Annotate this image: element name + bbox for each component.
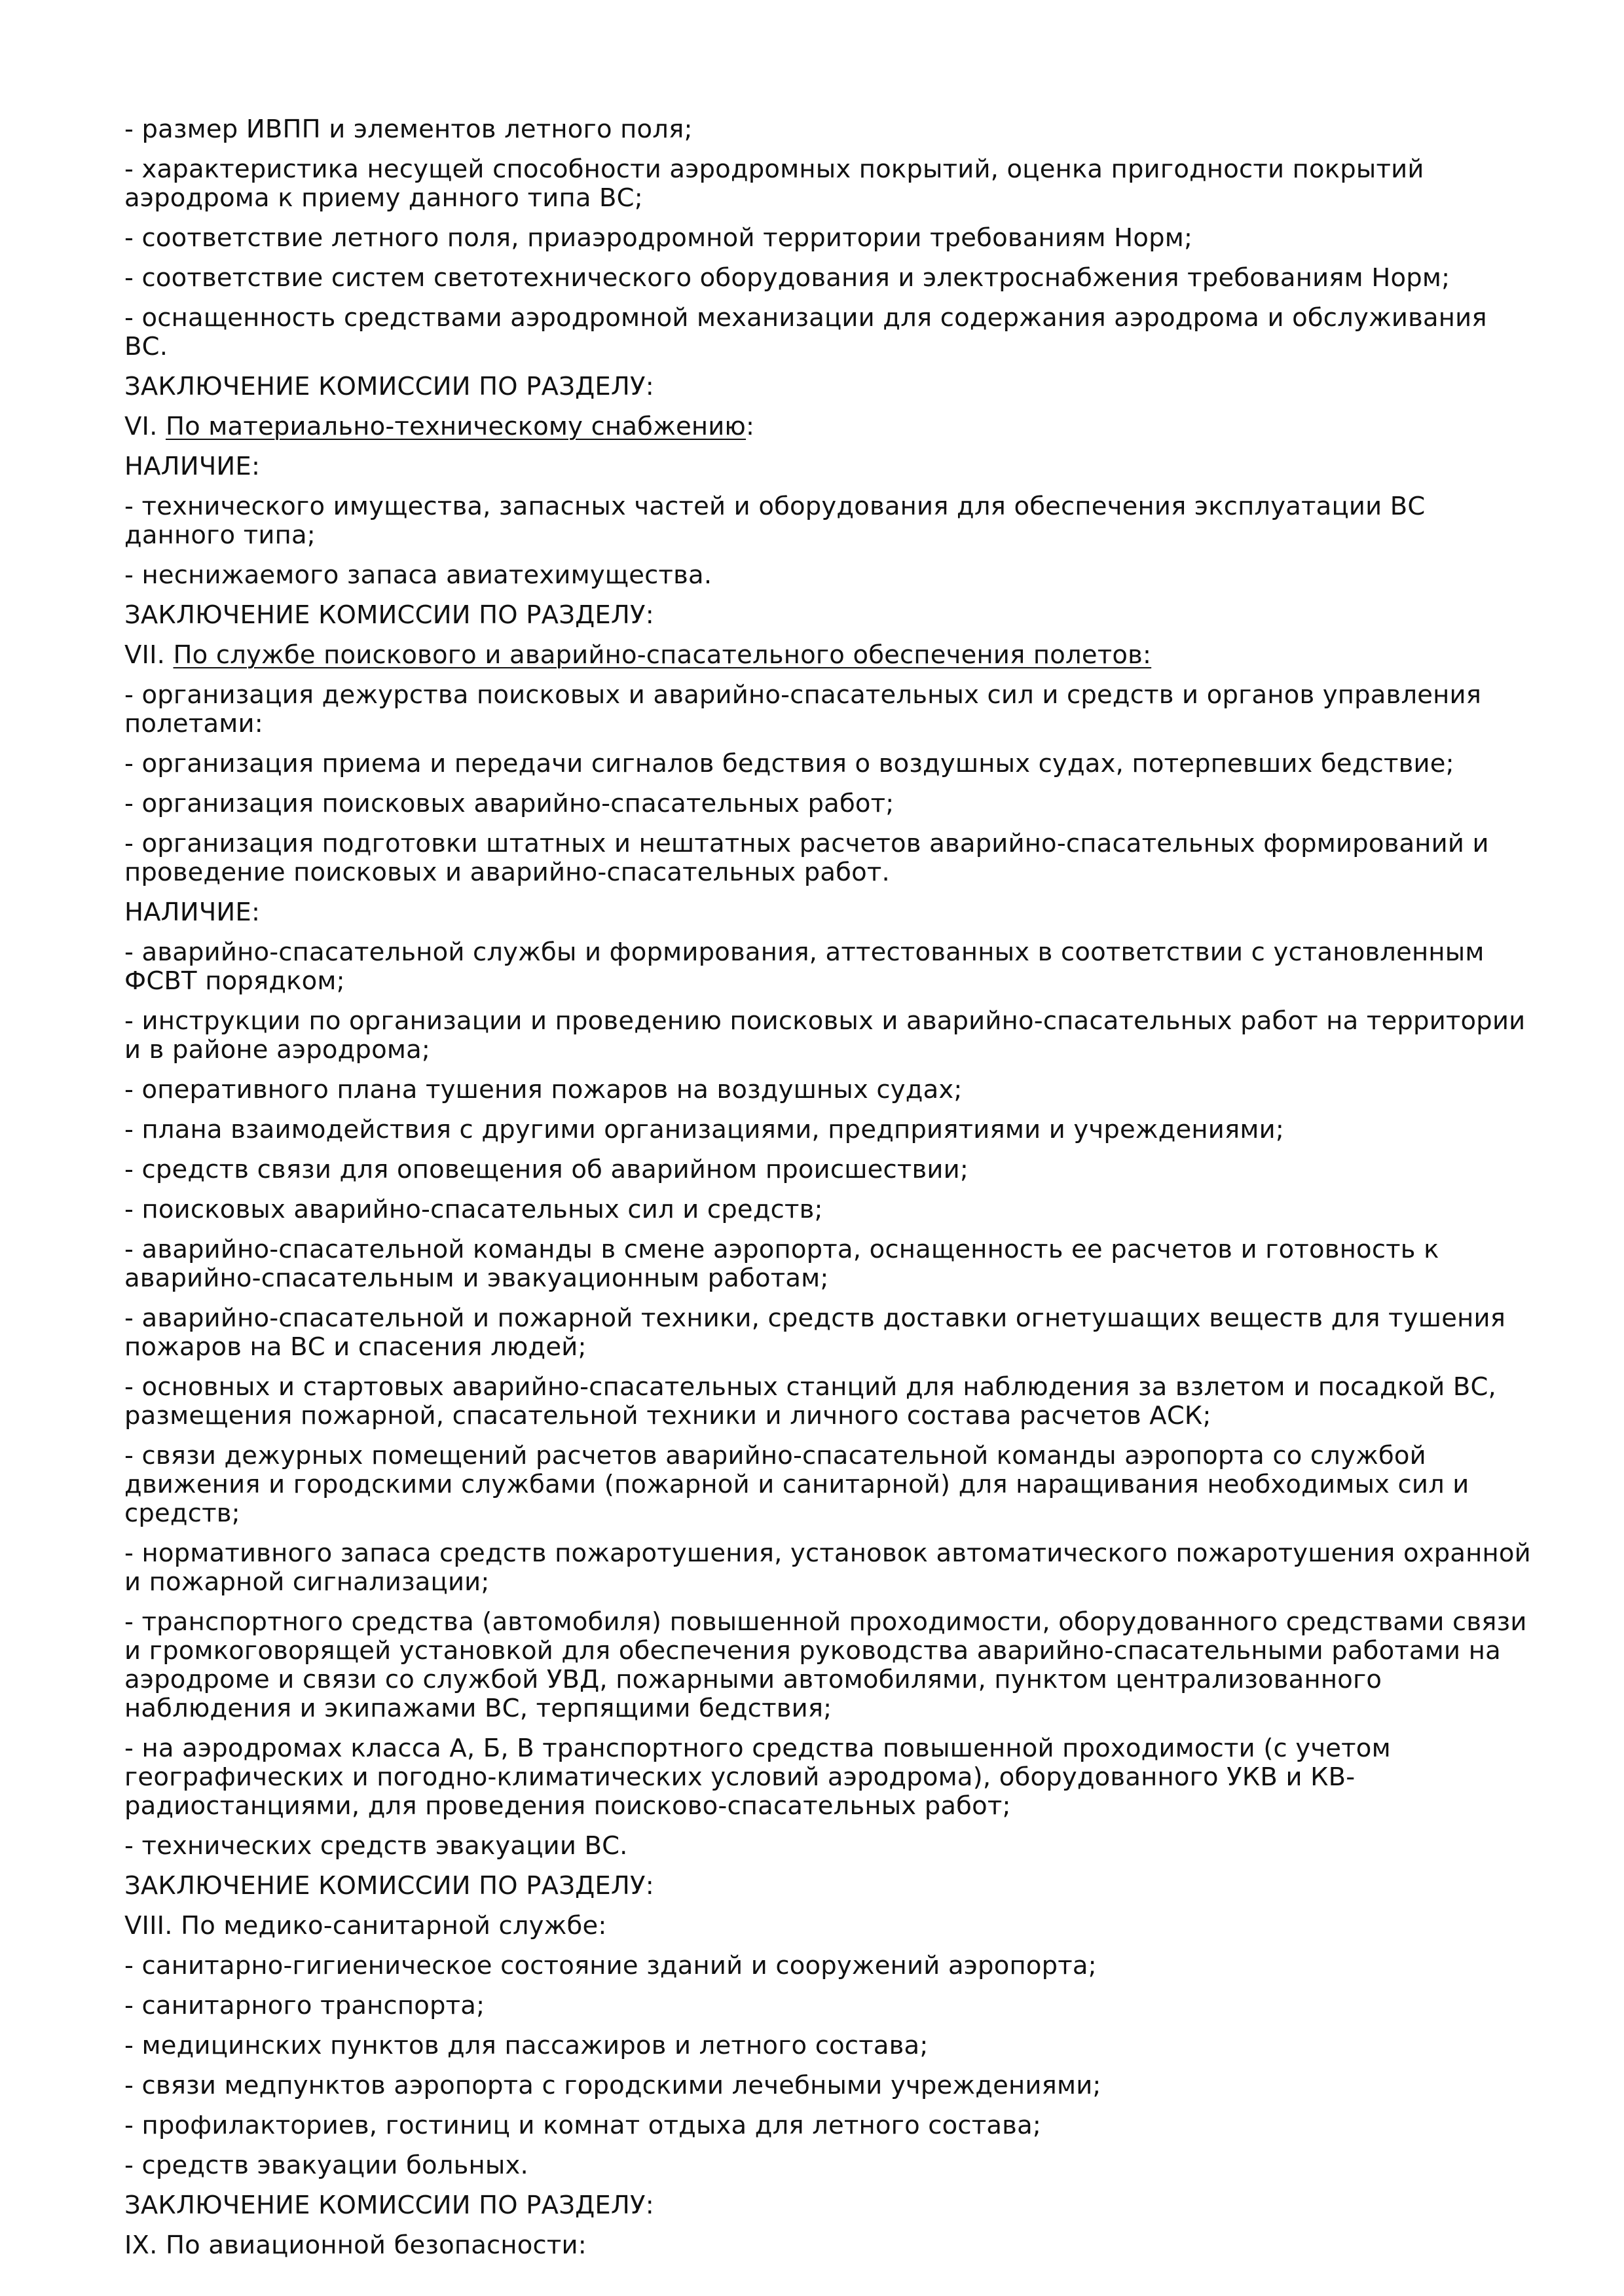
- line-text: - аварийно-спасательной службы и формирования, аттестованных в соответствии с установленным ФСВТ порядком;: [124, 938, 1485, 996]
- document-line: [124, 2151, 1532, 2180]
- line-text: - санитарного транспорта;: [124, 1991, 485, 2020]
- line-text: - поисковых аварийно-спасательных сил и средств;: [124, 1195, 823, 1224]
- document-line: [124, 1076, 1532, 1104]
- line-text: - медицинских пунктов для пассажиров и летного состава;: [124, 2031, 929, 2060]
- line-text: - аварийно-спасательной и пожарной техники, средств доставки огнетушащих веществ для тушения пожаров на ВС и спасения людей;: [124, 1303, 1506, 1362]
- line-text: - оснащенность средствами аэродромной механизации для содержания аэродрома и обслуживания ВС.: [124, 303, 1487, 361]
- section-heading-underlined: По службе поискового и аварийно-спасательного обеспечения полетов:: [173, 640, 1152, 670]
- document-line: [124, 1235, 1532, 1293]
- document-line: [124, 829, 1532, 887]
- line-text: - технических средств эвакуации ВС.: [124, 1831, 628, 1861]
- document-line: [124, 1007, 1532, 1065]
- line-text: - плана взаимодействия с другими организациями, предприятиями и учреждениями;: [124, 1115, 1285, 1144]
- document-line: [124, 2071, 1532, 2100]
- document-line: [124, 412, 1532, 441]
- document-line: [124, 898, 1532, 927]
- document-line: [124, 938, 1532, 996]
- line-text: - аварийно-спасательной команды в смене аэропорта, оснащенность ее расчетов и готовность к аварийно-спасательным и эвакуационным работам;: [124, 1235, 1439, 1293]
- line-text: ЗАКЛЮЧЕНИЕ КОМИССИИ ПО РАЗДЕЛУ:: [124, 2191, 654, 2220]
- document-line: [124, 452, 1532, 481]
- line-text: VIII. По медико-санитарной службе:: [124, 1911, 607, 1941]
- line-text: - организация поисковых аварийно-спасательных работ;: [124, 789, 895, 818]
- line-text: - организация дежурства поисковых и аварийно-спасательных сил и средств и органов управления полетами:: [124, 680, 1482, 738]
- line-text: - размер ИВПП и элементов летного поля;: [124, 115, 693, 144]
- document-line: [124, 2032, 1532, 2060]
- document-line: [124, 1539, 1532, 1597]
- line-text: - связи медпунктов аэропорта с городскими лечебными учреждениями;: [124, 2071, 1101, 2100]
- line-text: - средств эвакуации больных.: [124, 2151, 528, 2180]
- document-line: [124, 1832, 1532, 1861]
- line-text: ЗАКЛЮЧЕНИЕ КОМИССИИ ПО РАЗДЕЛУ:: [124, 600, 654, 630]
- document-line: [124, 1992, 1532, 2020]
- document-line: [124, 224, 1532, 253]
- line-text: - технического имущества, запасных частей и оборудования для обеспечения эксплуатации ВС данного типа;: [124, 492, 1426, 550]
- document-line: [124, 1952, 1532, 1980]
- line-text: - соответствие летного поля, приаэродромной территории требованиям Норм;: [124, 223, 1193, 253]
- line-text: - связи дежурных помещений расчетов аварийно-спасательной команды аэропорта со службой движения и городскими службами (пожарной и санитарной) для наращивания необходимых сил и средств;: [124, 1441, 1469, 1528]
- line-text: - нормативного запаса средств пожаротушения, установок автоматического пожаротушения охранной и пожарной сигнализации;: [124, 1539, 1531, 1597]
- line-text: - неснижаемого запаса авиатехимущества.: [124, 560, 712, 590]
- line-text: - транспортного средства (автомобиля) повышенной проходимости, оборудованного средствами связи и громкоговорящей установкой для обеспечения руководства аварийно-спасательными работами на аэродроме и связи со службой УВД, пожарными автомобилями, пунктом централизованного наблюдения и экипажами ВС, терпящими бедствия;: [124, 1607, 1527, 1723]
- document-line: [124, 115, 1532, 144]
- document-body: [124, 115, 1532, 2271]
- document-line: [124, 2231, 1532, 2260]
- document-line: [124, 790, 1532, 818]
- line-text: VII.: [124, 640, 174, 670]
- document-line: [124, 373, 1532, 401]
- line-text: - профилакториев, гостиниц и комнат отдыха для летного состава;: [124, 2111, 1042, 2140]
- line-text: НАЛИЧИЕ:: [124, 452, 261, 481]
- document-line: [124, 492, 1532, 550]
- line-suffix: :: [746, 412, 755, 441]
- line-text: - средств связи для оповещения об аварийном происшествии;: [124, 1155, 969, 1184]
- document-line: [124, 641, 1532, 670]
- document-line: [124, 1304, 1532, 1362]
- line-text: - оперативного плана тушения пожаров на воздушных судах;: [124, 1075, 963, 1104]
- document-line: [124, 750, 1532, 778]
- line-text: ЗАКЛЮЧЕНИЕ КОМИССИИ ПО РАЗДЕЛУ:: [124, 1871, 654, 1901]
- document-line: [124, 1116, 1532, 1144]
- line-text: - санитарно-гигиеническое состояние зданий и сооружений аэропорта;: [124, 1951, 1097, 1980]
- document-line: [124, 1608, 1532, 1723]
- document-line: [124, 681, 1532, 738]
- line-text: - организация подготовки штатных и нештатных расчетов аварийно-спасательных формирований и проведение поисковых и аварийно-спасательных работ.: [124, 829, 1489, 887]
- document-line: [124, 155, 1532, 213]
- line-text: НАЛИЧИЕ:: [124, 898, 261, 927]
- line-text: - характеристика несущей способности аэродромных покрытий, оценка пригодности покрытий аэродрома к приему данного типа ВС;: [124, 155, 1424, 213]
- document-line: [124, 561, 1532, 590]
- document-line: [124, 601, 1532, 630]
- document-line: [124, 2111, 1532, 2140]
- document-line: [124, 1195, 1532, 1224]
- line-text: - инструкции по организации и проведению поисковых и аварийно-спасательных работ на территории и в районе аэродрома;: [124, 1006, 1526, 1065]
- line-text: - основных и стартовых аварийно-спасательных станций для наблюдения за взлетом и посадкой ВС, размещения пожарной, спасательной техники и личного состава расчетов АСК;: [124, 1372, 1496, 1430]
- line-text: IX. По авиационной безопасности:: [124, 2231, 587, 2260]
- line-text: VI.: [124, 412, 166, 441]
- line-text: - соответствие систем светотехнического оборудования и электроснабжения требованиям Норм;: [124, 263, 1450, 293]
- document-line: [124, 2191, 1532, 2220]
- document-line: [124, 264, 1532, 293]
- document-line: [124, 1912, 1532, 1941]
- document-line: [124, 304, 1532, 361]
- line-text: - организация приема и передачи сигналов бедствия о воздушных судах, потерпевших бедствие;: [124, 749, 1454, 778]
- document-line: [124, 1156, 1532, 1184]
- document-line: [124, 1734, 1532, 1821]
- line-text: ЗАКЛЮЧЕНИЕ КОМИССИИ ПО РАЗДЕЛУ:: [124, 372, 654, 401]
- document-line: [124, 1872, 1532, 1901]
- document-line: [124, 1442, 1532, 1528]
- section-heading-underlined: По материально-техническому снабжению: [165, 412, 747, 441]
- line-text: - на аэродромах класса А, Б, В транспортного средства повышенной проходимости (с учетом географических и погодно-климатических условий аэродрома), оборудованного УКВ и КВ-радиостанциями, для проведения поисково-спасательных работ;: [124, 1734, 1391, 1821]
- document-line: [124, 1373, 1532, 1430]
